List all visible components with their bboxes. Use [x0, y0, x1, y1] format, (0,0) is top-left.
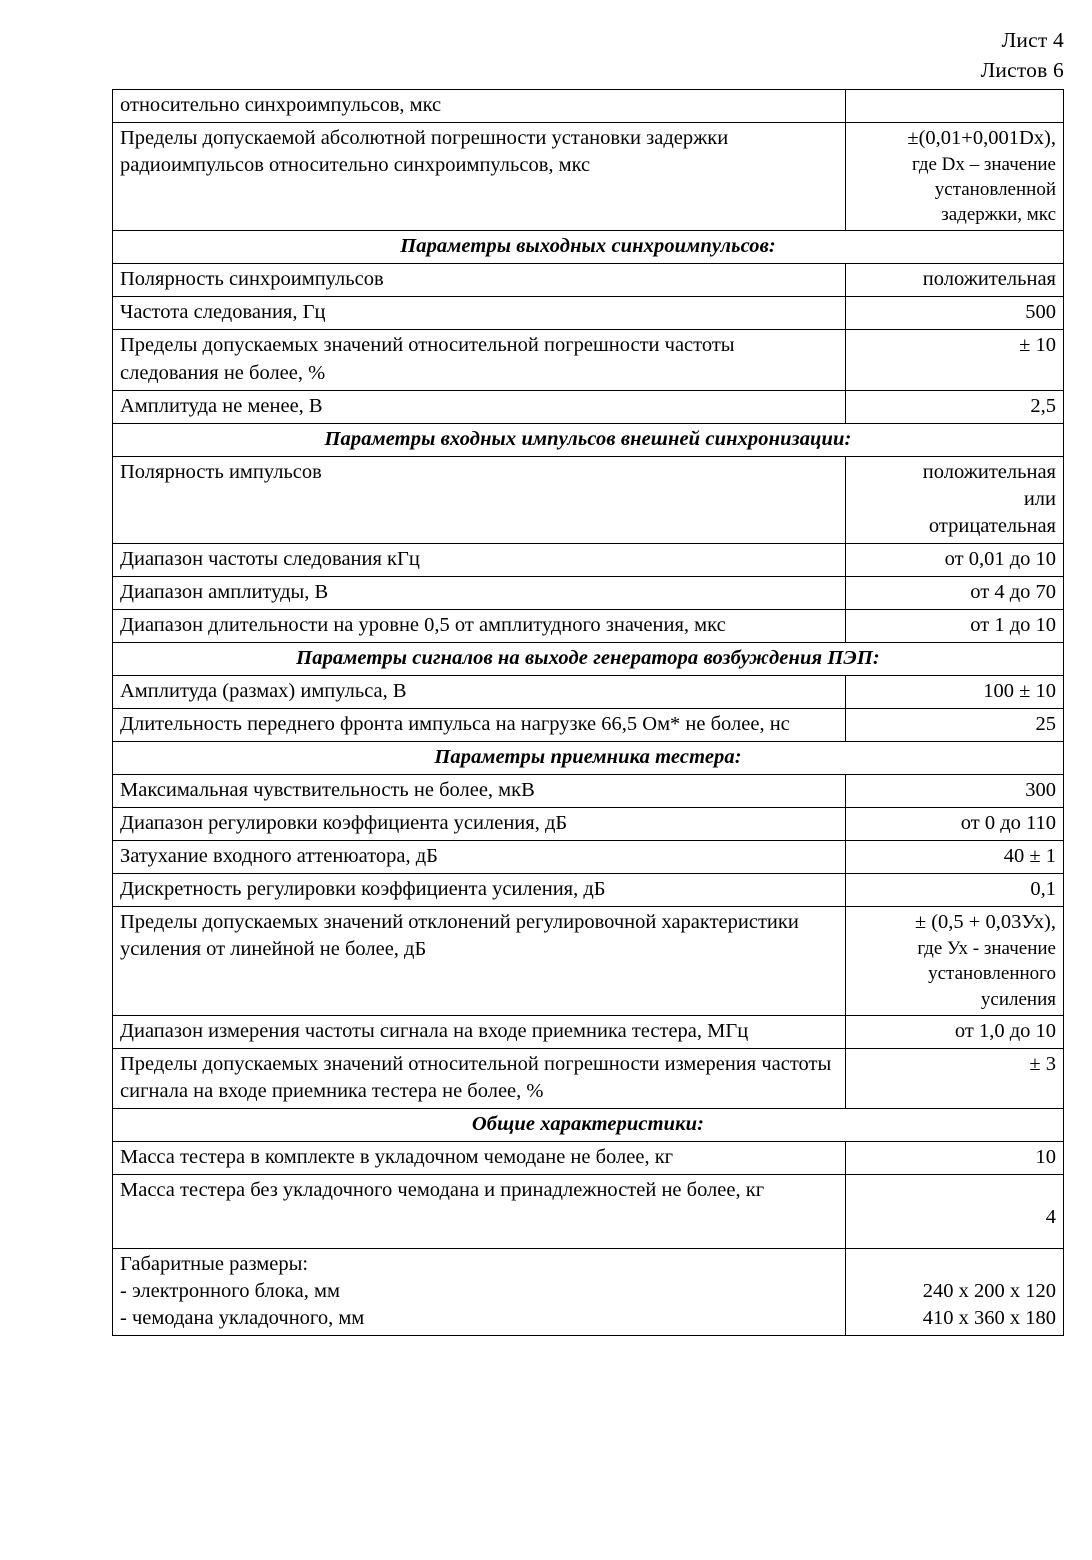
param-value: 40 ± 1 — [846, 841, 1064, 874]
table-row — [113, 576, 1064, 609]
param-value: от 0 до 110 — [846, 808, 1064, 841]
param-name-line: - чемодана укладочного, мм — [120, 1306, 365, 1329]
table-row — [113, 808, 1064, 841]
param-name-text: Пределы допускаемых значений отклонений регулировочной характеристики усиления от линейной не более, дБ — [120, 911, 799, 961]
table-row — [113, 543, 1064, 576]
value-line: где Ух - значение — [917, 938, 1056, 960]
value-line — [853, 1177, 1056, 1204]
section-header-row — [113, 423, 1064, 456]
param-value: 100 ± 10 — [846, 675, 1064, 708]
value-line: 4 — [1045, 1205, 1056, 1228]
value-line: 240 x 200 x 120 — [922, 1279, 1056, 1302]
param-name-text: Полярность импульсов — [120, 460, 322, 483]
table-row — [113, 609, 1064, 642]
section-title: Параметры выходных синхроимпульсов: — [113, 231, 1064, 264]
table-row — [113, 1248, 1064, 1335]
table-row — [113, 390, 1064, 423]
param-name: Затухание входного аттенюатора, дБ — [113, 841, 846, 874]
param-name — [113, 907, 846, 1015]
param-name: Диапазон длительности на уровне 0,5 от амплитудного значения, мкс — [113, 609, 846, 642]
spacer — [120, 1204, 838, 1231]
param-name: Диапазон регулировки коэффициента усиления, дБ — [113, 808, 846, 841]
param-value: от 0,01 до 10 — [846, 543, 1064, 576]
value-line: усиления — [980, 988, 1056, 1010]
param-value: от 1 до 10 — [846, 609, 1064, 642]
spacer — [120, 513, 838, 540]
param-value: 0,1 — [846, 874, 1064, 907]
value-line: установленного — [928, 963, 1056, 985]
param-name: Дискретность регулировки коэффициента усиления, дБ — [113, 874, 846, 907]
param-name: Длительность переднего фронта импульса на нагрузке 66,5 Ом* не более, нс — [113, 709, 846, 742]
param-value: ± 10 — [846, 330, 1064, 390]
table-row — [113, 675, 1064, 708]
param-value: 10 — [846, 1141, 1064, 1174]
value-line: или — [1023, 487, 1056, 510]
table-row — [113, 123, 1064, 231]
table-row — [113, 330, 1064, 390]
section-header-row — [113, 742, 1064, 775]
param-value: 300 — [846, 775, 1064, 808]
table-row — [113, 1048, 1064, 1108]
param-name-line: - электронного блока, мм — [120, 1279, 340, 1302]
param-name — [113, 1174, 846, 1248]
param-value — [846, 123, 1064, 231]
param-value: ± 3 — [846, 1048, 1064, 1108]
section-title: Общие характеристики: — [113, 1108, 1064, 1141]
param-name — [113, 456, 846, 543]
param-name-line: Габаритные размеры: — [120, 1252, 309, 1275]
value-line: ±(0,01+0,001Dx), — [907, 127, 1056, 150]
section-title: Параметры приемника тестера: — [113, 742, 1064, 775]
param-name: Масса тестера в комплекте в укладочном чемодане не более, кг — [113, 1141, 846, 1174]
value-line: положительная — [922, 460, 1056, 483]
param-name: Пределы допускаемых значений относительной погрешности частоты следования не более, % — [113, 330, 846, 390]
table-body — [113, 90, 1064, 1336]
value-line: 410 x 360 x 180 — [922, 1306, 1056, 1329]
param-name: Частота следования, Гц — [113, 297, 846, 330]
table-row — [113, 1174, 1064, 1248]
section-header-row — [113, 1108, 1064, 1141]
value-line: установленной — [934, 179, 1056, 201]
value-line: где Dx – значение — [911, 154, 1056, 176]
param-value — [846, 1248, 1064, 1335]
table-row — [113, 874, 1064, 907]
table-row — [113, 907, 1064, 1015]
table-row — [113, 297, 1064, 330]
param-name: Диапазон амплитуды, В — [113, 576, 846, 609]
spacer — [120, 963, 838, 990]
param-name — [113, 1248, 846, 1335]
table-row — [113, 1015, 1064, 1048]
param-value — [846, 90, 1064, 123]
param-name: Амплитуда не менее, В — [113, 390, 846, 423]
param-name: Диапазон измерения частоты сигнала на входе приемника тестера, МГц — [113, 1015, 846, 1048]
param-value: положительная — [846, 264, 1064, 297]
spacer — [120, 1231, 838, 1245]
param-name: Диапазон частоты следования кГц — [113, 543, 846, 576]
param-value: 2,5 — [846, 390, 1064, 423]
param-value: 500 — [846, 297, 1064, 330]
param-value: 25 — [846, 709, 1064, 742]
param-value: от 1,0 до 10 — [846, 1015, 1064, 1048]
table-row — [113, 1141, 1064, 1174]
table-row — [113, 841, 1064, 874]
param-name: Пределы допускаемой абсолютной погрешности установки задержки радиоимпульсов относительно синхроимпульсов, мкс — [113, 123, 846, 231]
param-name: Максимальная чувствительность не более, мкВ — [113, 775, 846, 808]
param-name: Пределы допускаемых значений относительной погрешности измерения частоты сигнала на входе приемника тестера не более, % — [113, 1048, 846, 1108]
table-row — [113, 264, 1064, 297]
section-title: Параметры сигналов на выходе генератора возбуждения ПЭП: — [113, 642, 1064, 675]
param-name: Полярность синхроимпульсов — [113, 264, 846, 297]
section-title: Параметры входных импульсов внешней синхронизации: — [113, 423, 1064, 456]
value-line: задержки, мкс — [941, 204, 1056, 226]
table-row — [113, 90, 1064, 123]
param-name: Амплитуда (размах) импульса, В — [113, 675, 846, 708]
param-value: от 4 до 70 — [846, 576, 1064, 609]
section-header-row — [113, 642, 1064, 675]
sheet-number: Лист 4 — [1001, 28, 1064, 52]
section-header-row — [113, 231, 1064, 264]
param-value — [846, 456, 1064, 543]
specifications-table — [112, 89, 1064, 1336]
sheet-total: Листов 6 — [980, 57, 1064, 82]
param-name: относительно синхроимпульсов, мкс — [113, 90, 846, 123]
table-row — [113, 456, 1064, 543]
page-header — [981, 26, 1064, 85]
value-line: ± (0,5 + 0,03Ух), — [914, 911, 1056, 934]
value-line — [853, 1251, 1056, 1278]
param-value — [846, 1174, 1064, 1248]
table-row — [113, 709, 1064, 742]
spacer — [120, 486, 838, 513]
param-name-text: Масса тестера без укладочного чемодана и принадлежностей не более, кг — [120, 1178, 765, 1201]
value-line: отрицательная — [928, 514, 1056, 537]
param-value — [846, 907, 1064, 1015]
table-row — [113, 775, 1064, 808]
